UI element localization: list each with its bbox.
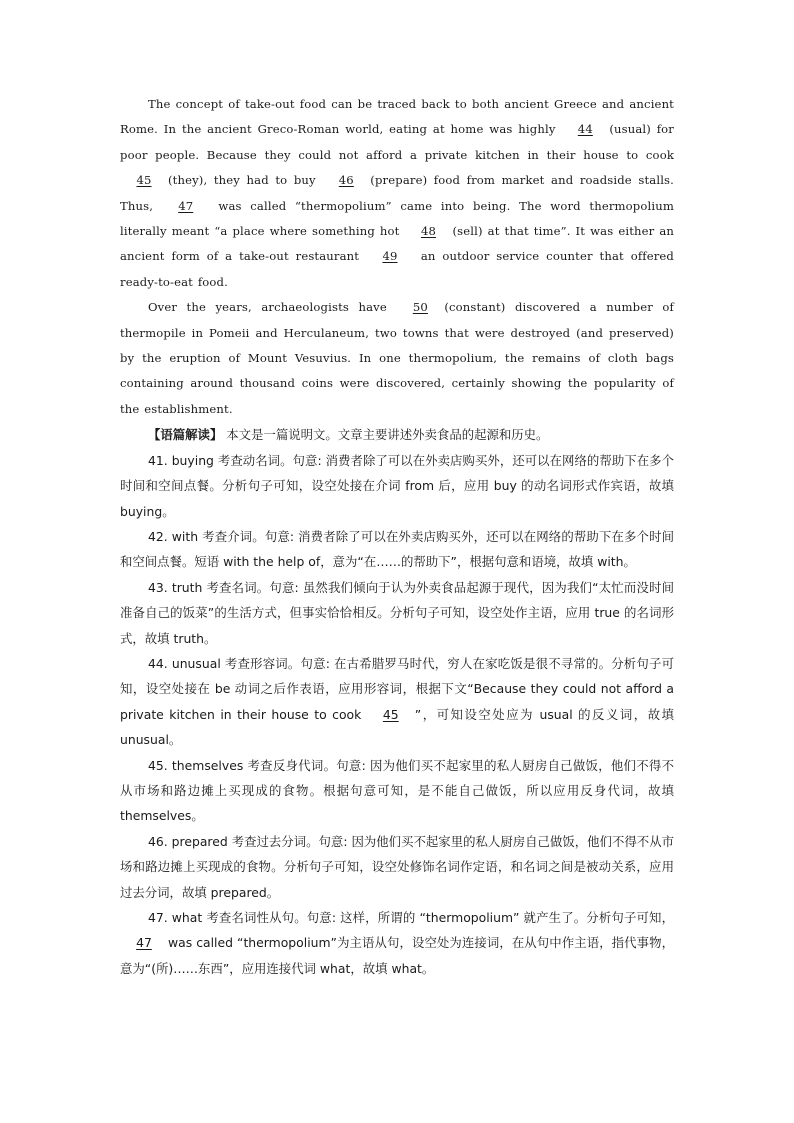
blank-47-ref: 47	[136, 935, 152, 951]
passage-text: was called “thermopolium” came into being. The word thermopolium literally meant “a place where something hot	[120, 198, 674, 239]
passage-paragraph-1	[120, 92, 674, 295]
passage-text: (prepare) food from market and roadside stalls. Thus,	[120, 173, 674, 213]
blank-45: 45	[136, 173, 152, 188]
analysis-heading: 【语篇解读】	[148, 427, 223, 443]
passage-text: The concept of take-out food can be traced back to both ancient Greece and ancient Rome. In the ancient Greco-Roman world, eating at home was highly	[120, 97, 674, 137]
answer-text: ”，可知设空处应为 usual 的反义词，故填 unusual。	[120, 706, 674, 748]
blank-46: 46	[338, 173, 354, 188]
passage-text: an outdoor service counter that offered ready-to-eat food.	[120, 249, 675, 289]
blank-47: 47	[178, 198, 194, 213]
answer-42: 42. with 考查介词。句意: 消费者除了可以在外卖店购买外，还可以在网络的帮助下在多个时间和空间点餐。短语 with the help of，意为“在……的帮助下”，根据句意和语境，故填 with。	[120, 528, 674, 570]
blank-48: 48	[420, 224, 436, 239]
answer-45: 45. themselves 考查反身代词。句意: 因为他们买不起家里的私人厨房自己做饭，他们不得不从市场和路边摊上买现成的食物。根据句意可知，是不能自己做饭，所以应用反身代词，故填 themselves。	[120, 757, 674, 824]
passage-text: (they), they had to buy	[168, 173, 323, 188]
blank-44: 44	[577, 122, 593, 137]
answer-text: 47. what 考查名词性从句。句意: 这样，所谓的 “thermopolium” 就产生了。分析句子可知，	[148, 910, 674, 925]
analysis-heading-line	[120, 422, 674, 447]
blank-45-ref: 45	[382, 706, 399, 722]
blank-50: 50	[412, 300, 428, 315]
passage-text: (sell) at that time”. It was either an ancient form of a take-out restaurant	[120, 224, 674, 264]
answer-text: was called “thermopolium”为主语从句，设空处为连接词，在从句中作主语，指代事物，意为“(所)……东西”，应用连接代词 what，故填 what。	[120, 935, 674, 976]
analysis-summary: 本文是一篇说明文。文章主要讲述外卖食品的起源和历史。	[222, 427, 549, 443]
answer-46: 46. prepared 考查过去分词。句意: 因为他们买不起家里的私人厨房自己做饭，他们不得不从市场和路边摊上买现成的食物。分析句子可知，设空处修饰名词作定语，和名词之间是被动关系，应用过去分词，故填 prepared。	[120, 833, 674, 900]
passage-text: Over the years, archaeologists have	[148, 300, 397, 315]
passage-paragraph-2	[120, 295, 674, 422]
answer-41: 41. buying 考查动名词。句意: 消费者除了可以在外卖店购买外，还可以在网络的帮助下在多个时间和空间点餐。分析句子可知，设空处接在介词 from 后，应用 buy 的动名词形式作宾语，故填 buying。	[120, 452, 674, 519]
passage-text: (usual) for poor people. Because they could not afford a private kitchen in their house to cook	[120, 122, 674, 162]
answer-43: 43. truth 考查名词。句意: 虽然我们倾向于认为外卖食品起源于现代，因为我们“太忙而没时间准备自己的饭菜”的生活方式，但事实恰恰相反。分析句子可知，设空处作主语，应用 true 的名词形式，故填 truth。	[120, 579, 674, 646]
answer-text: 44. unusual 考查形容词。句意: 在古希腊罗马时代，穷人在家吃饭是很不寻常的。分析句子可知，设空处接在 be 动词之后作表语，应用形容词，根据下文“Because they could not afford a private kitchen in their house to cook	[120, 655, 674, 722]
document-page	[120, 92, 674, 981]
blank-49: 49	[382, 249, 398, 264]
answer-47	[120, 905, 674, 981]
answer-44	[120, 651, 674, 753]
passage-text: (constant) discovered a number of thermopile in Pomeii and Herculaneum, two towns that were destroyed (and preserved) by the eruption of Mount Vesuvius. In one thermopolium, the remains of cloth bags containing around thousand coins were discovered, certainly showing the popularity of the establishment.	[120, 300, 674, 416]
